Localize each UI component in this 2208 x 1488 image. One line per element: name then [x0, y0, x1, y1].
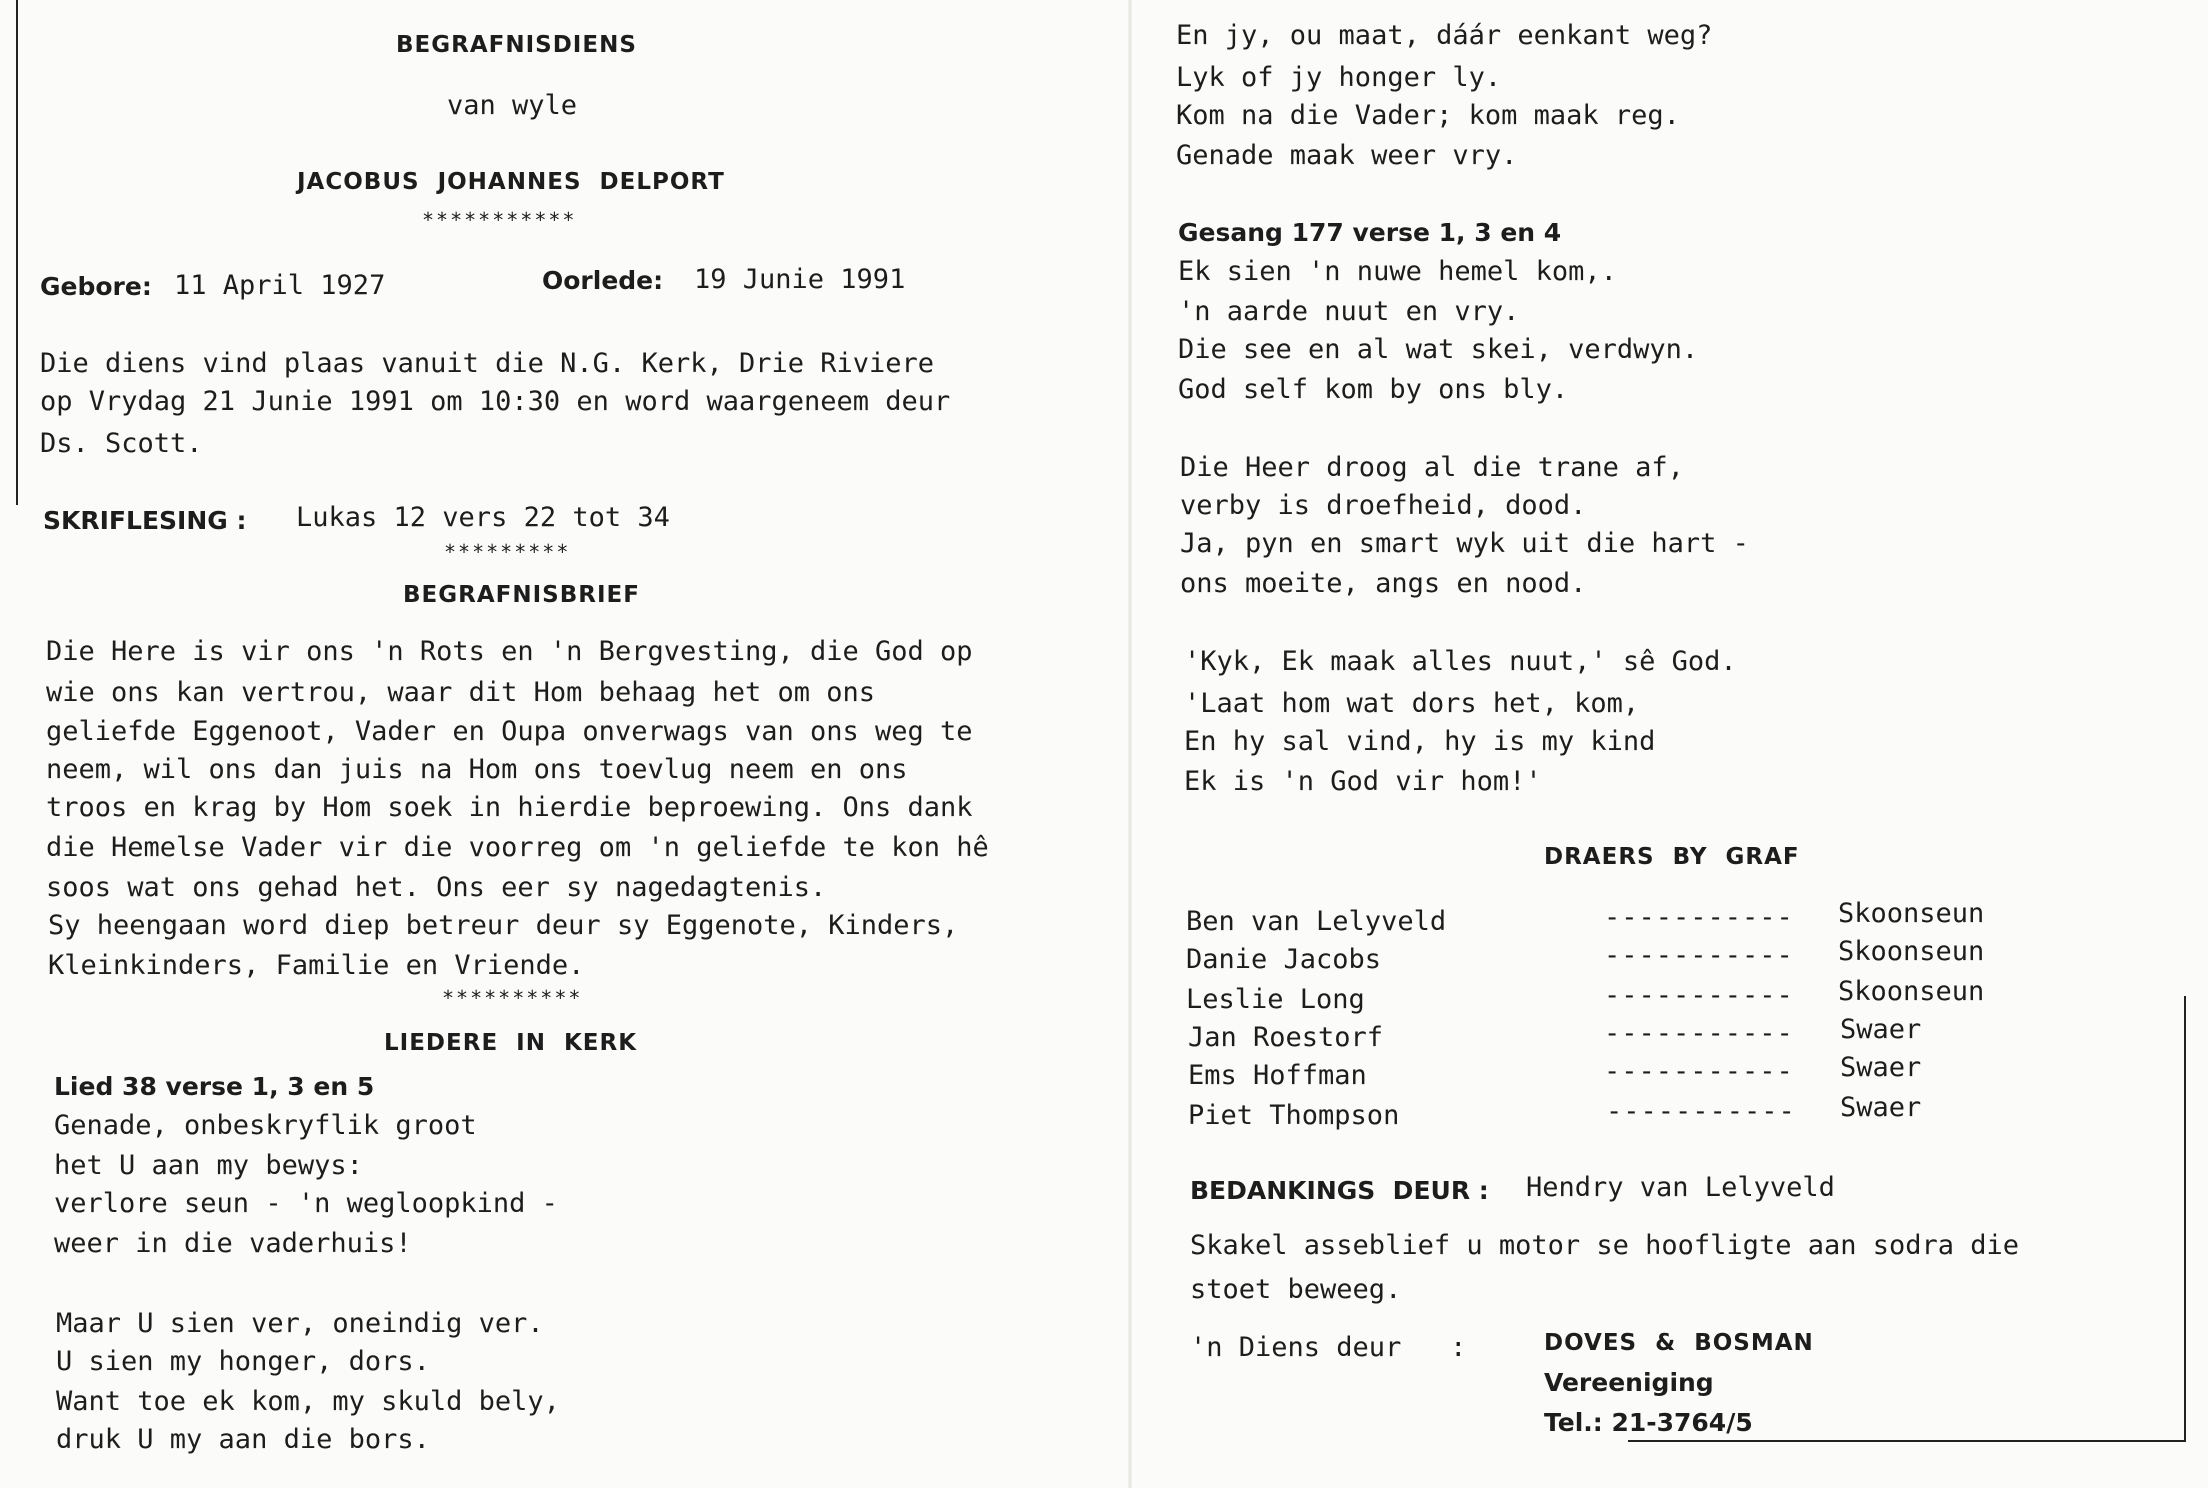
died-value: 19 Junie 1991: [694, 264, 906, 295]
bearers-heading: DRAERS BY GRAF: [1544, 844, 1800, 870]
born-label: Gebore:: [40, 272, 152, 301]
song2-v3-line-3: En hy sal vind, hy is my kind: [1184, 726, 1656, 757]
service-line-1: Die diens vind plaas vanuit die N.G. Kerk, Drie Riviere: [40, 348, 935, 379]
undertaker-town: Vereeniging: [1544, 1368, 1714, 1397]
stars-divider-2: *********: [444, 540, 571, 564]
song2-title: Gesang 177 verse 1, 3 en 4: [1178, 218, 1562, 247]
song2-v3-line-1: 'Kyk, Ek maak alles nuut,' sê God.: [1184, 646, 1737, 677]
bearer-name: Danie Jacobs: [1186, 944, 1382, 975]
letter-line-7: soos wat ons gehad het. Ons eer sy nagedagtenis.: [46, 872, 827, 903]
notice-line-2: stoet beweeg.: [1190, 1274, 1402, 1305]
bearer-name: Ben van Lelyveld: [1186, 906, 1447, 937]
songs-heading: LIEDERE IN KERK: [384, 1030, 638, 1056]
song1-v2-line-4: druk U my aan die bors.: [56, 1424, 430, 1455]
song1-v2-line-3: Want toe ek kom, my skuld bely,: [56, 1386, 560, 1417]
bearer-relation: Swaer: [1840, 1052, 1922, 1083]
service-line-2: op Vrydag 21 Junie 1991 om 10:30 en word waargeneem deur: [40, 386, 951, 417]
song2-v2-line-1: Die Heer droog al die trane af,: [1180, 452, 1684, 483]
song1-v3-line-1: En jy, ou maat, dáár eenkant weg?: [1176, 20, 1713, 51]
song2-v2-line-3: Ja, pyn en smart wyk uit die hart -: [1180, 528, 1749, 559]
song1-v3-line-3: Kom na die Vader; kom maak reg.: [1176, 100, 1680, 131]
bearer-name: Leslie Long: [1186, 984, 1365, 1015]
bearer-relation: Skoonseun: [1838, 898, 1985, 929]
song1-v1-line-4: weer in die vaderhuis!: [54, 1228, 412, 1259]
reading-value: Lukas 12 vers 22 tot 34: [296, 502, 670, 533]
stars-divider-1: ***********: [422, 208, 577, 232]
bearer-dashes: -----------: [1604, 940, 1794, 971]
thanks-value: Hendry van Lelyveld: [1526, 1172, 1835, 1203]
deceased-name: JACOBUS JOHANNES DELPORT: [297, 169, 725, 195]
bearer-relation: Skoonseun: [1838, 936, 1985, 967]
bearer-relation: Swaer: [1840, 1092, 1922, 1123]
song2-v1-line-4: God self kom by ons bly.: [1178, 374, 1569, 405]
letter-line-3: geliefde Eggenoot, Vader en Oupa onverwags van ons weg te: [46, 716, 973, 747]
bearer-name: Jan Roestorf: [1188, 1022, 1384, 1053]
letter-line-5: troos en krag by Hom soek in hierdie beproewing. Ons dank: [46, 792, 973, 823]
undertaker-tel: Tel.: 21-3764/5: [1544, 1408, 1753, 1437]
right-page: [1130, 0, 2208, 1488]
bearer-name: Ems Hoffman: [1188, 1060, 1367, 1091]
bearer-dashes: -----------: [1604, 1056, 1794, 1087]
box-bottom-line: [1628, 1440, 2186, 1442]
letter-line-2: wie ons kan vertrou, waar dit Hom behaag het om ons: [46, 677, 876, 708]
left-margin-line: [16, 0, 18, 505]
letter-line-9: Kleinkinders, Familie en Vriende.: [48, 950, 585, 981]
song2-v1-line-3: Die see en al wat skei, verdwyn.: [1178, 334, 1699, 365]
service-by-label: 'n Diens deur :: [1190, 1332, 1467, 1363]
undertaker-name: DOVES & BOSMAN: [1544, 1330, 1814, 1356]
box-right-line: [2184, 996, 2186, 1442]
letter-line-6: die Hemelse Vader vir die voorreg om 'n geliefde te kon hê: [46, 832, 989, 863]
stars-divider-3: **********: [442, 986, 583, 1010]
letter-heading: BEGRAFNISBRIEF: [403, 582, 640, 608]
letter-line-8: Sy heengaan word diep betreur deur sy Eggenote, Kinders,: [48, 910, 959, 941]
song2-v2-line-2: verby is droefheid, dood.: [1180, 490, 1587, 521]
bearer-relation: Skoonseun: [1838, 976, 1985, 1007]
service-line-3: Ds. Scott.: [40, 428, 203, 459]
thanks-label: BEDANKINGS DEUR :: [1190, 1176, 1489, 1205]
service-subheading: van wyle: [447, 90, 578, 121]
bearer-name: Piet Thompson: [1188, 1100, 1400, 1131]
bearer-dashes: -----------: [1606, 1096, 1796, 1127]
letter-line-4: neem, wil ons dan juis na Hom ons toevlug neem en ons: [46, 754, 908, 785]
song2-v1-line-2: 'n aarde nuut en vry.: [1178, 296, 1520, 327]
reading-label: SKRIFLESING :: [43, 506, 247, 535]
bearer-relation: Swaer: [1840, 1014, 1922, 1045]
song1-v1-line-2: het U aan my bewys:: [54, 1150, 363, 1181]
song1-v1-line-1: Genade, onbeskryflik groot: [54, 1110, 477, 1141]
service-heading: BEGRAFNISDIENS: [396, 32, 637, 58]
song2-v3-line-4: Ek is 'n God vir hom!': [1184, 766, 1542, 797]
bearer-dashes: -----------: [1604, 1018, 1794, 1049]
song1-title: Lied 38 verse 1, 3 en 5: [54, 1072, 375, 1101]
song2-v2-line-4: ons moeite, angs en nood.: [1180, 568, 1587, 599]
song2-v1-line-1: Ek sien 'n nuwe hemel kom,.: [1178, 256, 1617, 287]
song1-v2-line-2: U sien my honger, dors.: [56, 1346, 430, 1377]
song1-v3-line-4: Genade maak weer vry.: [1176, 140, 1518, 171]
died-label: Oorlede:: [542, 266, 664, 295]
song1-v2-line-1: Maar U sien ver, oneindig ver.: [56, 1308, 544, 1339]
song1-v1-line-3: verlore seun - 'n wegloopkind -: [54, 1188, 558, 1219]
notice-line-1: Skakel asseblief u motor se hoofligte aan sodra die: [1190, 1230, 2020, 1261]
bearer-dashes: -----------: [1604, 980, 1794, 1011]
letter-line-1: Die Here is vir ons 'n Rots en 'n Bergvesting, die God op: [46, 636, 973, 667]
song1-v3-line-2: Lyk of jy honger ly.: [1176, 62, 1502, 93]
bearer-dashes: -----------: [1604, 902, 1794, 933]
song2-v3-line-2: 'Laat hom wat dors het, kom,: [1184, 688, 1640, 719]
born-value: 11 April 1927: [174, 270, 386, 301]
